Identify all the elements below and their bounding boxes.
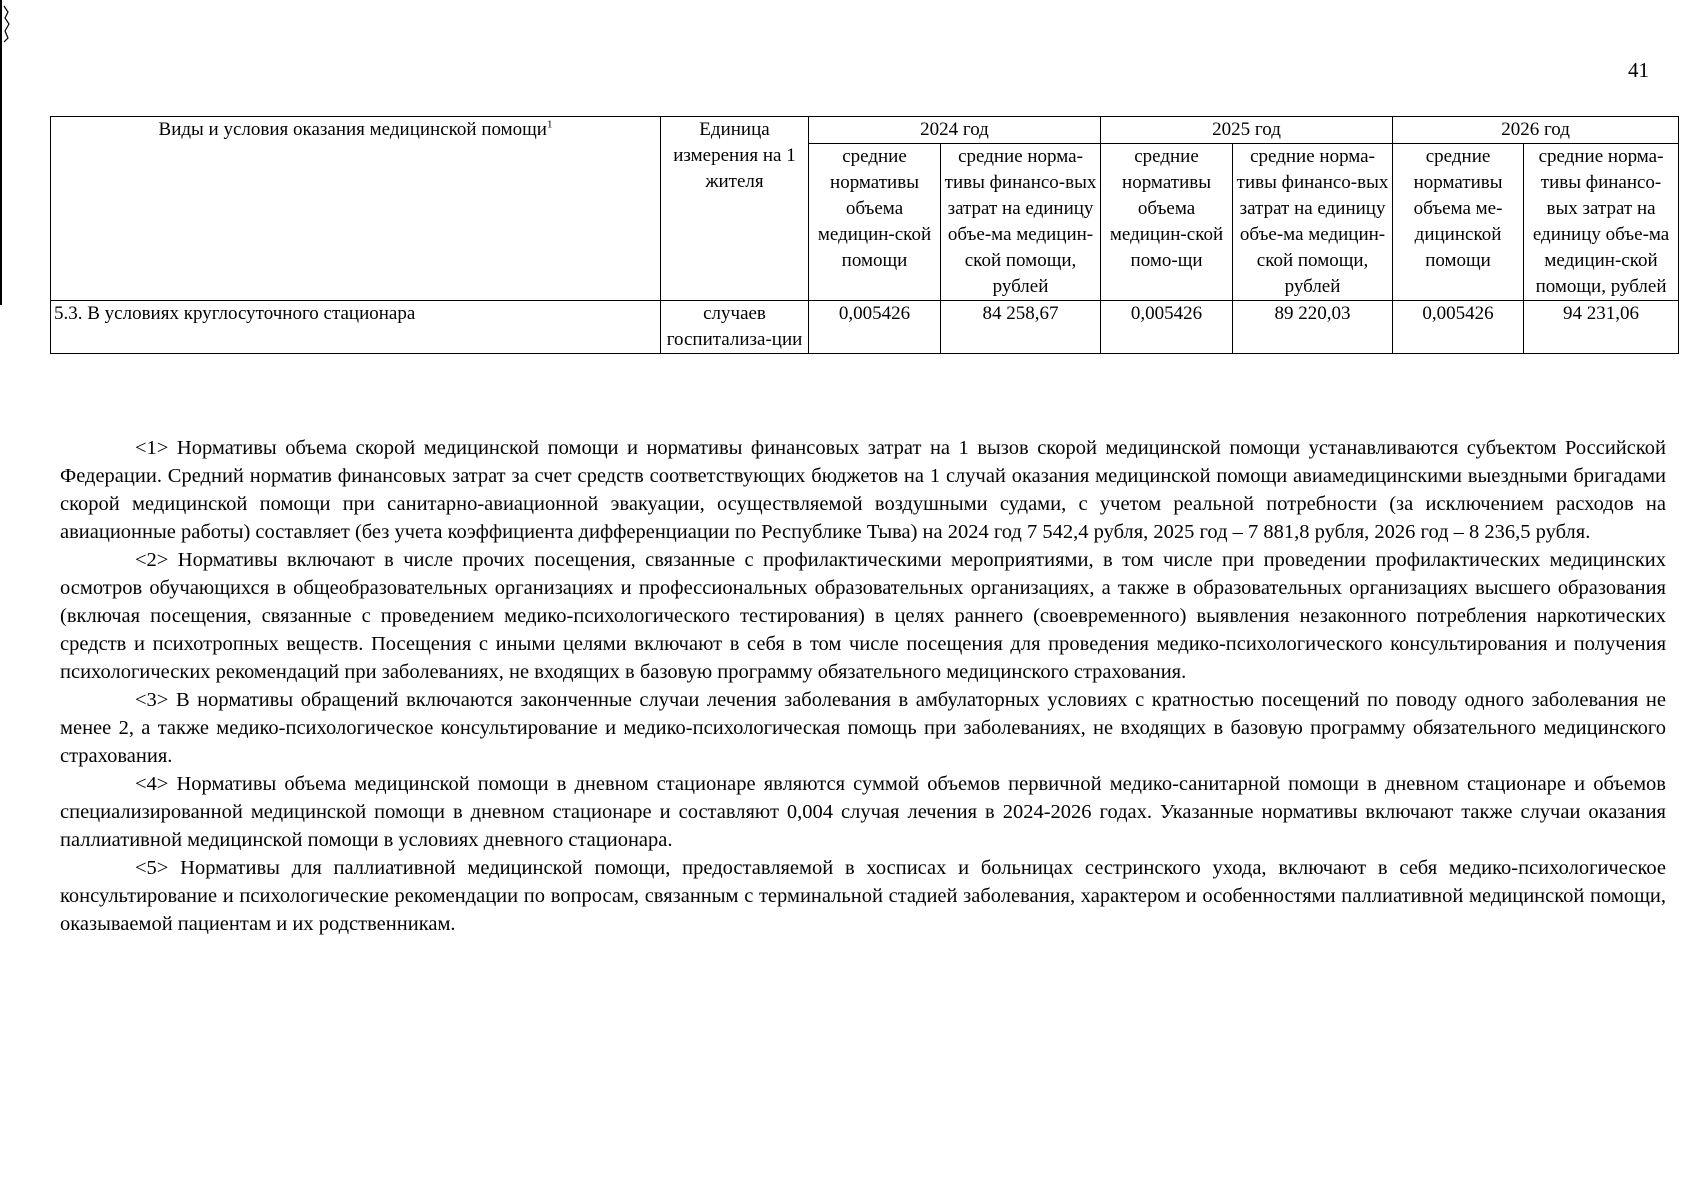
cell-volume-2026: 0,005426 [1393, 301, 1524, 354]
cell-cost-2026: 94 231,06 [1524, 301, 1679, 354]
header-volume-2025: средние нормативы объема медицин-ской помо-щи [1101, 144, 1233, 301]
footnotes [60, 434, 1666, 938]
margin-stamp-mark [2, 4, 12, 47]
header-volume-2026: средние нормативы объема ме-дицинской помощи [1393, 144, 1524, 301]
table-row [51, 301, 1679, 354]
footnote-4: <4> Нормативы объема медицинской помощи в дневном стационаре являются суммой объемов первичной медико-санитарной помощи в дневном стационаре и объемов специализированной медицинской помощи в дневном стационаре и составляют 0,004 случая лечения в 2024-2026 годах. Указанные нормативы включают также случаи оказания паллиативной медицинской помощи в условиях дневного стационара. [60, 773, 1666, 851]
header-kind-of-care: Виды и условия оказания медицинской помощи$^1$ [51, 117, 661, 301]
header-cost-2026: средние норма-тивы финансо-вых затрат на единицу объе-ма медицин-ской помощи, рублей [1524, 144, 1679, 301]
header-year-2026: 2026 год [1393, 117, 1679, 144]
header-volume-2024: средние нормативы объема медицин-ской помощи [809, 144, 941, 301]
header-year-2024: 2024 год [809, 117, 1101, 144]
footnote-3: <3> В нормативы обращений включаются законченные случаи лечения заболевания в амбулаторных условиях с кратностью посещений по поводу одного заболевания не менее 2, а также медико-психологическое консультирование и медико-психологическая помощь при заболеваниях, не входящих в базовую программу обязательного медицинского страхования. [60, 689, 1666, 767]
cell-volume-2025: 0,005426 [1101, 301, 1233, 354]
row-unit: случаев госпитализа-ции [661, 301, 809, 354]
norms-table [50, 116, 1679, 354]
header-cost-2024: средние норма-тивы финансо-вых затрат на единицу объе-ма медицин-ской помощи, рублей [941, 144, 1101, 301]
cell-volume-2024: 0,005426 [809, 301, 941, 354]
header-year-2025: 2025 год [1101, 117, 1393, 144]
cell-cost-2025: 89 220,03 [1233, 301, 1393, 354]
header-unit: Единица измерения на 1 жителя [661, 117, 809, 301]
header-cost-2025: средние норма-тивы финансо-вых затрат на единицу объе-ма медицин-ской помощи, рублей [1233, 144, 1393, 301]
header-row-years [51, 117, 1679, 144]
footnote-2: <2> Нормативы включают в числе прочих посещения, связанные с профилактическими мероприятиями, в том числе при проведении профилактических медицинских осмотров обучающихся в общеобразовательных организациях и профессиональных образовательных организациях, а также в образовательных организациях высшего образования (включая посещения, связанные с проведением медико-психологического тестирования) в целях раннего (своевременного) выявления незаконного потребления наркотических средств и психотропных веществ. Посещения с иными целями включают в себя в том числе посещения для проведения медико-психологического консультирования и получения психологических рекомендаций при заболеваниях, не входящих в базовую программу обязательного медицинского страхования. [60, 549, 1666, 683]
footnote-1: <1> Нормативы объема скорой медицинской помощи и нормативы финансовых затрат на 1 вызов скорой медицинской помощи устанавливаются субъектом Российской Федерации. Средний норматив финансовых затрат за счет средств соответствующих бюджетов на 1 случай оказания медицинской помощи авиамедицинскими выездными бригадами скорой медицинской помощи при санитарно-авиационной эвакуации, осуществляемой воздушными судами, с учетом реальной потребности (за исключением расходов на авиационные работы) составляет (без учета коэффициента дифференциации по Республике Тыва) на 2024 год 7 542,4 рубля, 2025 год – 7 881,8 рубля, 2026 год – 8 236,5 рубля. [60, 437, 1666, 543]
cell-cost-2024: 84 258,67 [941, 301, 1101, 354]
row-label: 5.3. В условиях круглосуточного стационара [51, 301, 661, 354]
footnote-marker: 1 [546, 118, 553, 131]
footnote-5: <5> Нормативы для паллиативной медицинской помощи, предоставляемой в хосписах и больницах сестринского ухода, включают в себя медико-психологическое консультирование и психологические рекомендации по вопросам, связанным с терминальной стадией заболевания, характером и особенностями паллиативной медицинской помощи, оказываемой пациентам и их родственникам. [60, 857, 1666, 935]
page-number: 41 [1628, 58, 1649, 82]
